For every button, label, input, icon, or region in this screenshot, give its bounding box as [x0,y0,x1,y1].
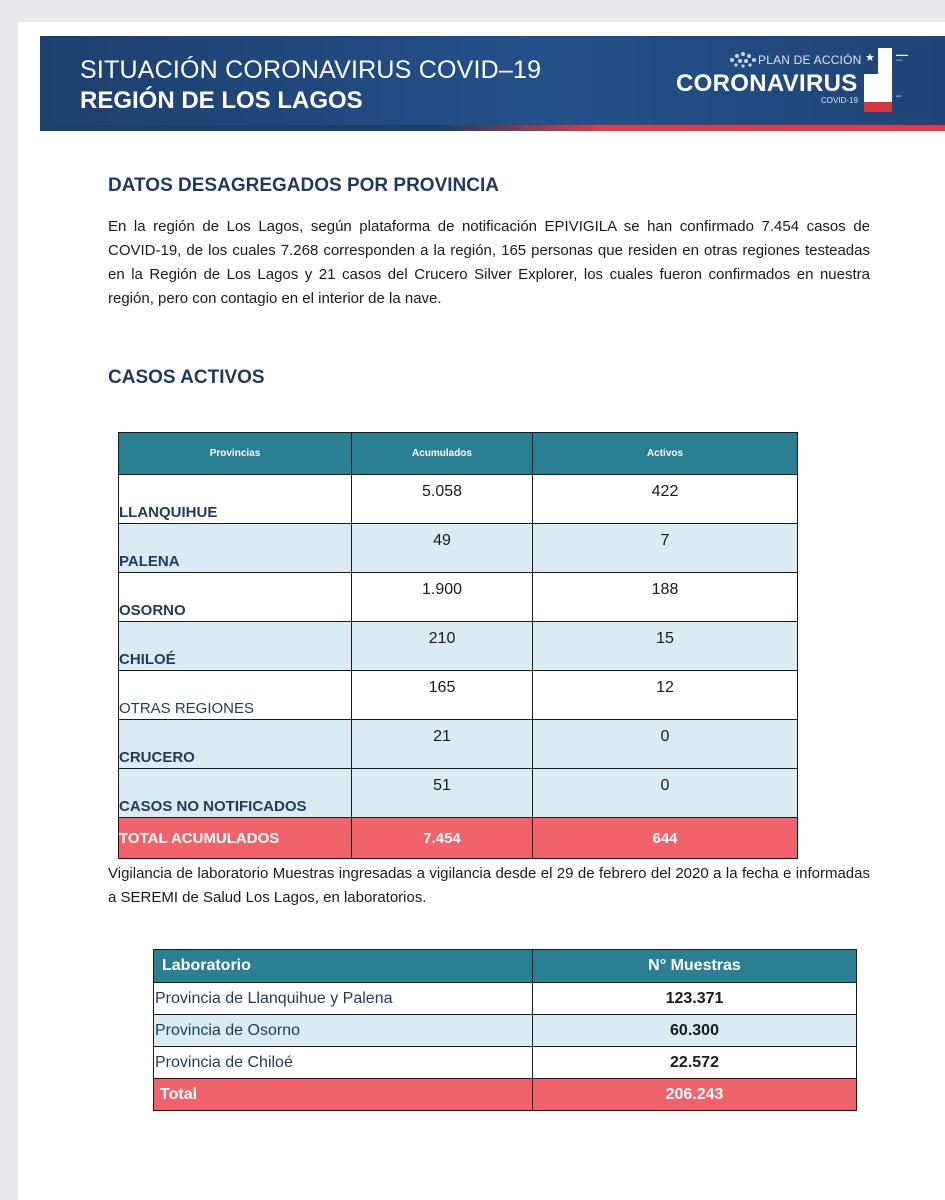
plan-label: PLAN DE ACCIÓN [758,53,862,67]
sample-count: 60.300 [533,1015,857,1047]
accumulated-value: 5.058 [352,475,533,524]
total-samples: 206.243 [533,1079,857,1111]
active-cases-table [118,432,798,859]
intro-paragraph: En la región de Los Lagos, según plataforma de notificación EPIVIGILA se han confirmado 7.454 casos de COVID-19, de los cuales 7.268 corresponden a la región, 165 personas que residen en otras regiones testeadas en la Región de Los Lagos y 21 casos del Crucero Silver Explorer, los cuales fueron confirmados en nuestra región, pero con contagio en el interior de la nave. [108,218,870,307]
province-name: OSORNO [119,573,352,622]
column-header: Acumulados [352,433,533,475]
sample-count: 22.572 [533,1047,857,1079]
header-stripe [40,125,945,131]
accumulated-value: 165 [352,671,533,720]
province-name: CASOS NO NOTIFICADOS [119,769,352,818]
header-banner [40,36,945,131]
header-subtitle: REGIÓN DE LOS LAGOS [80,87,363,114]
plan-logo-icon [728,50,758,68]
total-row [154,1079,857,1111]
column-header: Provincias [119,433,352,475]
table-row [119,475,798,524]
column-header: Laboratorio [154,950,533,983]
lab-name: Provincia de Llanquihue y Palena [154,983,533,1015]
active-value: 188 [533,573,798,622]
table-row [154,983,857,1015]
active-value: 12 [533,671,798,720]
province-name: PALENA [119,524,352,573]
accumulated-value: 21 [352,720,533,769]
section-title-casos-activos: CASOS ACTIVOS [108,367,265,388]
total-label: TOTAL ACUMULADOS [119,818,352,859]
active-value: 0 [533,720,798,769]
table-row [119,622,798,671]
accumulated-value: 210 [352,622,533,671]
section-title-provincia: DATOS DESAGREGADOS POR PROVINCIA [108,175,499,196]
total-label: Total [154,1079,533,1111]
laboratory-table [153,949,857,1111]
active-value: 7 [533,524,798,573]
table-header-row [119,433,798,475]
province-name: OTRAS REGIONES [119,671,352,720]
column-header: N° Muestras [533,950,857,983]
table-row [119,720,798,769]
province-name: CHILOÉ [119,622,352,671]
table-row [119,671,798,720]
total-row [119,818,798,859]
active-value: 0 [533,769,798,818]
province-name: CRUCERO [119,720,352,769]
table-row [119,573,798,622]
plan-logo-text: CORONAVIRUS [676,70,858,97]
active-value: 15 [533,622,798,671]
sample-count: 123.371 [533,983,857,1015]
lab-paragraph: Vigilancia de laboratorio Muestras ingresadas a vigilancia desde el 29 de febrero del 2020 a la fecha e informadas a SEREMI de Salud Los Lagos, en laboratorios. [108,865,870,906]
lab-name: Provincia de Osorno [154,1015,533,1047]
lab-name: Provincia de Chiloé [154,1047,533,1079]
table-row [119,769,798,818]
province-name: LLANQUIHUE [119,475,352,524]
total-accumulated: 7.454 [352,818,533,859]
column-header: Activos [533,433,798,475]
accumulated-value: 49 [352,524,533,573]
star-icon: ★ [865,52,875,64]
accumulated-value: 1.900 [352,573,533,622]
accumulated-value: 51 [352,769,533,818]
header-title: SITUACIÓN CORONAVIRUS COVID–19 [80,56,542,84]
table-row [154,1015,857,1047]
government-logo: ★ ▬▬▬ ▪▪▪▪▪▪ ▪▪▪▪▪ [864,48,926,112]
table-row [119,524,798,573]
table-row [154,1047,857,1079]
active-value: 422 [533,475,798,524]
plan-sub-text: COVID-19 [821,96,858,105]
total-active: 644 [533,818,798,859]
table-header-row [154,950,857,983]
